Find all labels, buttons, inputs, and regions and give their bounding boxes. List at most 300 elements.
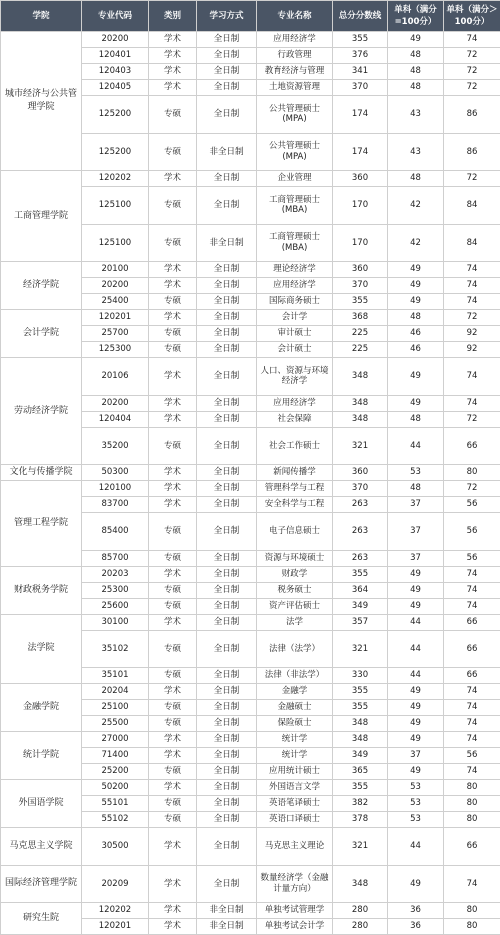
category: 学术 (149, 780, 197, 796)
category: 专硕 (149, 96, 197, 134)
major-name: 应用经济学 (257, 395, 333, 411)
study-mode: 全日制 (197, 342, 257, 358)
category: 学术 (149, 262, 197, 278)
category: 学术 (149, 395, 197, 411)
study-mode: 非全日制 (197, 133, 257, 171)
single-score-100: 46 (388, 342, 444, 358)
major-name: 公共管理硕士(MPA) (257, 96, 333, 134)
single-score-100: 53 (388, 465, 444, 481)
single-score-over100: 74 (444, 358, 500, 396)
single-score-100: 49 (388, 566, 444, 582)
total-score: 170 (333, 224, 388, 262)
study-mode: 全日制 (197, 187, 257, 225)
study-mode: 全日制 (197, 80, 257, 96)
study-mode: 全日制 (197, 358, 257, 396)
single-score-over100: 80 (444, 903, 500, 919)
study-mode: 非全日制 (197, 919, 257, 935)
single-score-100: 49 (388, 865, 444, 903)
table-row (1, 865, 500, 903)
total-score: 330 (333, 668, 388, 684)
total-score: 170 (333, 187, 388, 225)
single-score-100: 48 (388, 411, 444, 427)
major-code: 20209 (82, 865, 149, 903)
study-mode: 全日制 (197, 171, 257, 187)
total-score: 368 (333, 310, 388, 326)
total-score: 225 (333, 326, 388, 342)
total-score: 321 (333, 427, 388, 465)
category: 学术 (149, 358, 197, 396)
college-name: 国际经济管理学院 (1, 865, 82, 903)
major-name: 单独考试管理学 (257, 903, 333, 919)
table-row (1, 32, 500, 48)
table-row (1, 684, 500, 700)
major-code: 120100 (82, 481, 149, 497)
total-score: 360 (333, 465, 388, 481)
category: 专硕 (149, 326, 197, 342)
category: 专硕 (149, 550, 197, 566)
category: 专硕 (149, 630, 197, 668)
study-mode: 全日制 (197, 796, 257, 812)
major-name: 应用经济学 (257, 32, 333, 48)
category: 专硕 (149, 598, 197, 614)
major-code: 125200 (82, 133, 149, 171)
category: 学术 (149, 465, 197, 481)
major-name: 工商管理硕士(MBA) (257, 187, 333, 225)
total-score: 357 (333, 614, 388, 630)
major-name: 社会工作硕士 (257, 427, 333, 465)
single-score-100: 44 (388, 630, 444, 668)
major-name: 资源与环境硕士 (257, 550, 333, 566)
major-name: 法学 (257, 614, 333, 630)
study-mode: 全日制 (197, 48, 257, 64)
single-score-over100: 80 (444, 812, 500, 828)
single-score-100: 37 (388, 748, 444, 764)
single-over100-header: 单科（满分＞100分） (444, 1, 500, 32)
single-score-100: 36 (388, 919, 444, 935)
category: 学术 (149, 80, 197, 96)
major-name: 英语笔译硕士 (257, 796, 333, 812)
category: 学术 (149, 748, 197, 764)
major-code: 20204 (82, 684, 149, 700)
single-score-100: 49 (388, 395, 444, 411)
major-code: 50300 (82, 465, 149, 481)
category: 学术 (149, 903, 197, 919)
major-code: 30100 (82, 614, 149, 630)
category: 专硕 (149, 812, 197, 828)
single-score-over100: 74 (444, 582, 500, 598)
major-name: 会计硕士 (257, 342, 333, 358)
college-name: 城市经济与公共管理学院 (1, 32, 82, 171)
major-name: 会计学 (257, 310, 333, 326)
category: 专硕 (149, 133, 197, 171)
major-code: 85400 (82, 513, 149, 551)
category: 学术 (149, 497, 197, 513)
total-score: 355 (333, 780, 388, 796)
table-row (1, 732, 500, 748)
single-score-100: 49 (388, 294, 444, 310)
single-score-100: 49 (388, 278, 444, 294)
single-score-over100: 72 (444, 411, 500, 427)
single-score-over100: 66 (444, 668, 500, 684)
single-score-over100: 74 (444, 764, 500, 780)
major-name: 工商管理硕士(MBA) (257, 224, 333, 262)
major-code: 27000 (82, 732, 149, 748)
table-row (1, 481, 500, 497)
single-score-100: 49 (388, 262, 444, 278)
total-score: 349 (333, 748, 388, 764)
major-name: 统计学 (257, 748, 333, 764)
single-score-over100: 80 (444, 465, 500, 481)
study-mode: 全日制 (197, 684, 257, 700)
single-score-100: 42 (388, 187, 444, 225)
single-score-100: 48 (388, 80, 444, 96)
header-row (1, 1, 500, 32)
category: 学术 (149, 171, 197, 187)
code-header: 专业代码 (82, 1, 149, 32)
total-score: 348 (333, 411, 388, 427)
total-score: 355 (333, 684, 388, 700)
study-mode: 全日制 (197, 598, 257, 614)
single-score-100: 48 (388, 481, 444, 497)
total-score: 364 (333, 582, 388, 598)
study-mode: 全日制 (197, 812, 257, 828)
total-score: 355 (333, 566, 388, 582)
major-code: 125300 (82, 342, 149, 358)
single-score-over100: 74 (444, 598, 500, 614)
single-score-100: 44 (388, 427, 444, 465)
major-code: 85700 (82, 550, 149, 566)
single-score-over100: 74 (444, 294, 500, 310)
total-score: 280 (333, 919, 388, 935)
major-name: 税务硕士 (257, 582, 333, 598)
category-header: 类别 (149, 1, 197, 32)
single-score-over100: 74 (444, 566, 500, 582)
single-score-over100: 92 (444, 326, 500, 342)
total-score: 263 (333, 513, 388, 551)
college-name: 财政税务学院 (1, 566, 82, 614)
single-score-100: 49 (388, 732, 444, 748)
total-score: 341 (333, 64, 388, 80)
major-code: 125200 (82, 96, 149, 134)
major-name: 单独考试会计学 (257, 919, 333, 935)
single-score-100: 37 (388, 550, 444, 566)
single-score-over100: 56 (444, 513, 500, 551)
single-score-over100: 74 (444, 732, 500, 748)
total-score: 321 (333, 630, 388, 668)
major-name: 审计硕士 (257, 326, 333, 342)
study-mode: 全日制 (197, 395, 257, 411)
total-score: 263 (333, 550, 388, 566)
total-score: 376 (333, 48, 388, 64)
total-score: 370 (333, 481, 388, 497)
major-name: 金融学 (257, 684, 333, 700)
category: 专硕 (149, 668, 197, 684)
major-code: 35102 (82, 630, 149, 668)
category: 专硕 (149, 513, 197, 551)
major-code: 25700 (82, 326, 149, 342)
category: 学术 (149, 732, 197, 748)
college-name: 法学院 (1, 614, 82, 684)
major-code: 25100 (82, 700, 149, 716)
category: 学术 (149, 828, 197, 866)
major-name: 教育经济与管理 (257, 64, 333, 80)
single-score-100: 43 (388, 133, 444, 171)
single-score-over100: 74 (444, 32, 500, 48)
table-row (1, 828, 500, 866)
single-score-100: 49 (388, 598, 444, 614)
single-score-100: 48 (388, 48, 444, 64)
single-score-100: 37 (388, 497, 444, 513)
total-score: 348 (333, 865, 388, 903)
total-score: 225 (333, 342, 388, 358)
major-code: 120202 (82, 171, 149, 187)
total-score-header: 总分分数线 (333, 1, 388, 32)
single-score-over100: 66 (444, 630, 500, 668)
single-score-100: 36 (388, 903, 444, 919)
single-score-100: 48 (388, 64, 444, 80)
major-code: 71400 (82, 748, 149, 764)
table-row (1, 903, 500, 919)
study-mode: 全日制 (197, 427, 257, 465)
major-name: 人口、资源与环境经济学 (257, 358, 333, 396)
major-name: 管理科学与工程 (257, 481, 333, 497)
category: 学术 (149, 684, 197, 700)
major-code: 83700 (82, 497, 149, 513)
single-score-over100: 72 (444, 481, 500, 497)
single-score-100: 53 (388, 780, 444, 796)
major-code: 25600 (82, 598, 149, 614)
study-mode: 全日制 (197, 716, 257, 732)
single-score-over100: 74 (444, 278, 500, 294)
major-code: 35101 (82, 668, 149, 684)
study-mode: 全日制 (197, 865, 257, 903)
total-score: 348 (333, 732, 388, 748)
category: 学术 (149, 48, 197, 64)
study-mode: 全日制 (197, 465, 257, 481)
study-mode: 全日制 (197, 764, 257, 780)
major-name: 新闻传播学 (257, 465, 333, 481)
table-row (1, 566, 500, 582)
major-name: 数量经济学（金融计量方向） (257, 865, 333, 903)
table-row (1, 614, 500, 630)
major-name: 统计学 (257, 732, 333, 748)
major-code: 55102 (82, 812, 149, 828)
category: 专硕 (149, 700, 197, 716)
single-score-over100: 74 (444, 716, 500, 732)
college-name: 会计学院 (1, 310, 82, 358)
study-mode: 全日制 (197, 513, 257, 551)
total-score: 321 (333, 828, 388, 866)
major-code: 120201 (82, 310, 149, 326)
major-name: 企业管理 (257, 171, 333, 187)
major-code: 35200 (82, 427, 149, 465)
single-score-over100: 84 (444, 224, 500, 262)
single-score-100: 48 (388, 310, 444, 326)
total-score: 174 (333, 133, 388, 171)
total-score: 378 (333, 812, 388, 828)
single-score-over100: 80 (444, 796, 500, 812)
study-mode: 全日制 (197, 294, 257, 310)
study-mode: 全日制 (197, 630, 257, 668)
category: 专硕 (149, 716, 197, 732)
study-mode: 全日制 (197, 614, 257, 630)
major-name: 电子信息硕士 (257, 513, 333, 551)
single-score-over100: 74 (444, 395, 500, 411)
major-code: 25500 (82, 716, 149, 732)
major-code: 20106 (82, 358, 149, 396)
college-name: 研究生院 (1, 903, 82, 935)
college-name: 文化与传播学院 (1, 465, 82, 481)
single-score-100: 44 (388, 614, 444, 630)
total-score: 174 (333, 96, 388, 134)
study-mode: 全日制 (197, 668, 257, 684)
single-score-100: 37 (388, 513, 444, 551)
category: 专硕 (149, 294, 197, 310)
single-score-100: 53 (388, 812, 444, 828)
table-row (1, 262, 500, 278)
study-mode: 全日制 (197, 780, 257, 796)
study-mode: 全日制 (197, 64, 257, 80)
single-score-over100: 72 (444, 48, 500, 64)
single-score-over100: 86 (444, 96, 500, 134)
single-100-header: 单科（满分=100分） (388, 1, 444, 32)
study-mode: 非全日制 (197, 903, 257, 919)
category: 专硕 (149, 224, 197, 262)
major-name: 财政学 (257, 566, 333, 582)
major-name: 金融硕士 (257, 700, 333, 716)
category: 专硕 (149, 582, 197, 598)
study-mode: 非全日制 (197, 224, 257, 262)
study-mode: 全日制 (197, 481, 257, 497)
major-code: 20200 (82, 395, 149, 411)
single-score-over100: 72 (444, 80, 500, 96)
single-score-over100: 74 (444, 684, 500, 700)
category: 学术 (149, 411, 197, 427)
major-code: 20203 (82, 566, 149, 582)
total-score: 382 (333, 796, 388, 812)
category: 学术 (149, 64, 197, 80)
college-name: 马克思主义学院 (1, 828, 82, 866)
single-score-100: 44 (388, 668, 444, 684)
study-mode: 全日制 (197, 732, 257, 748)
single-score-over100: 74 (444, 262, 500, 278)
table-row (1, 780, 500, 796)
total-score: 348 (333, 716, 388, 732)
major-name: 土地资源管理 (257, 80, 333, 96)
total-score: 349 (333, 598, 388, 614)
major-code: 20200 (82, 32, 149, 48)
major-name: 资产评估硕士 (257, 598, 333, 614)
total-score: 365 (333, 764, 388, 780)
single-score-over100: 80 (444, 919, 500, 935)
single-score-over100: 74 (444, 700, 500, 716)
study-mode: 全日制 (197, 96, 257, 134)
major-code: 120201 (82, 919, 149, 935)
major-name: 法律（非法学） (257, 668, 333, 684)
major-code: 125100 (82, 187, 149, 225)
major-name: 马克思主义理论 (257, 828, 333, 866)
category: 学术 (149, 566, 197, 582)
college-name: 经济学院 (1, 262, 82, 310)
major-code: 25400 (82, 294, 149, 310)
total-score: 355 (333, 32, 388, 48)
total-score: 355 (333, 700, 388, 716)
single-score-100: 49 (388, 32, 444, 48)
single-score-over100: 72 (444, 64, 500, 80)
category: 学术 (149, 919, 197, 935)
total-score: 370 (333, 278, 388, 294)
major-code: 20100 (82, 262, 149, 278)
single-score-over100: 66 (444, 427, 500, 465)
major-code: 25300 (82, 582, 149, 598)
single-score-100: 42 (388, 224, 444, 262)
total-score: 360 (333, 171, 388, 187)
category: 学术 (149, 310, 197, 326)
category: 专硕 (149, 796, 197, 812)
total-score: 355 (333, 294, 388, 310)
total-score: 370 (333, 80, 388, 96)
major-code: 30500 (82, 828, 149, 866)
table-body (1, 32, 500, 935)
table-row (1, 465, 500, 481)
single-score-100: 43 (388, 96, 444, 134)
major-name: 应用统计硕士 (257, 764, 333, 780)
single-score-over100: 72 (444, 171, 500, 187)
study-mode: 全日制 (197, 262, 257, 278)
college-name: 管理工程学院 (1, 481, 82, 567)
study-mode: 全日制 (197, 497, 257, 513)
table-header (1, 1, 500, 32)
study-mode: 全日制 (197, 828, 257, 866)
category: 学术 (149, 865, 197, 903)
study-mode: 全日制 (197, 310, 257, 326)
major-name: 理论经济学 (257, 262, 333, 278)
study-mode: 全日制 (197, 748, 257, 764)
category: 学术 (149, 32, 197, 48)
college-name: 劳动经济学院 (1, 358, 82, 465)
study-mode: 全日制 (197, 566, 257, 582)
major-header: 专业名称 (257, 1, 333, 32)
major-name: 行政管理 (257, 48, 333, 64)
major-code: 125100 (82, 224, 149, 262)
study-mode-header: 学习方式 (197, 1, 257, 32)
major-name: 社会保障 (257, 411, 333, 427)
single-score-over100: 80 (444, 780, 500, 796)
table-row (1, 310, 500, 326)
single-score-100: 49 (388, 684, 444, 700)
single-score-over100: 56 (444, 550, 500, 566)
category: 专硕 (149, 342, 197, 358)
category: 学术 (149, 278, 197, 294)
total-score: 360 (333, 262, 388, 278)
single-score-over100: 56 (444, 497, 500, 513)
total-score: 348 (333, 395, 388, 411)
total-score: 280 (333, 903, 388, 919)
college-name: 统计学院 (1, 732, 82, 780)
table-row (1, 171, 500, 187)
single-score-100: 49 (388, 716, 444, 732)
college-name: 工商管理学院 (1, 171, 82, 262)
study-mode: 全日制 (197, 411, 257, 427)
single-score-100: 49 (388, 764, 444, 780)
major-code: 50200 (82, 780, 149, 796)
major-name: 国际商务硕士 (257, 294, 333, 310)
single-score-100: 49 (388, 358, 444, 396)
single-score-100: 46 (388, 326, 444, 342)
study-mode: 全日制 (197, 326, 257, 342)
single-score-100: 49 (388, 582, 444, 598)
total-score: 348 (333, 358, 388, 396)
